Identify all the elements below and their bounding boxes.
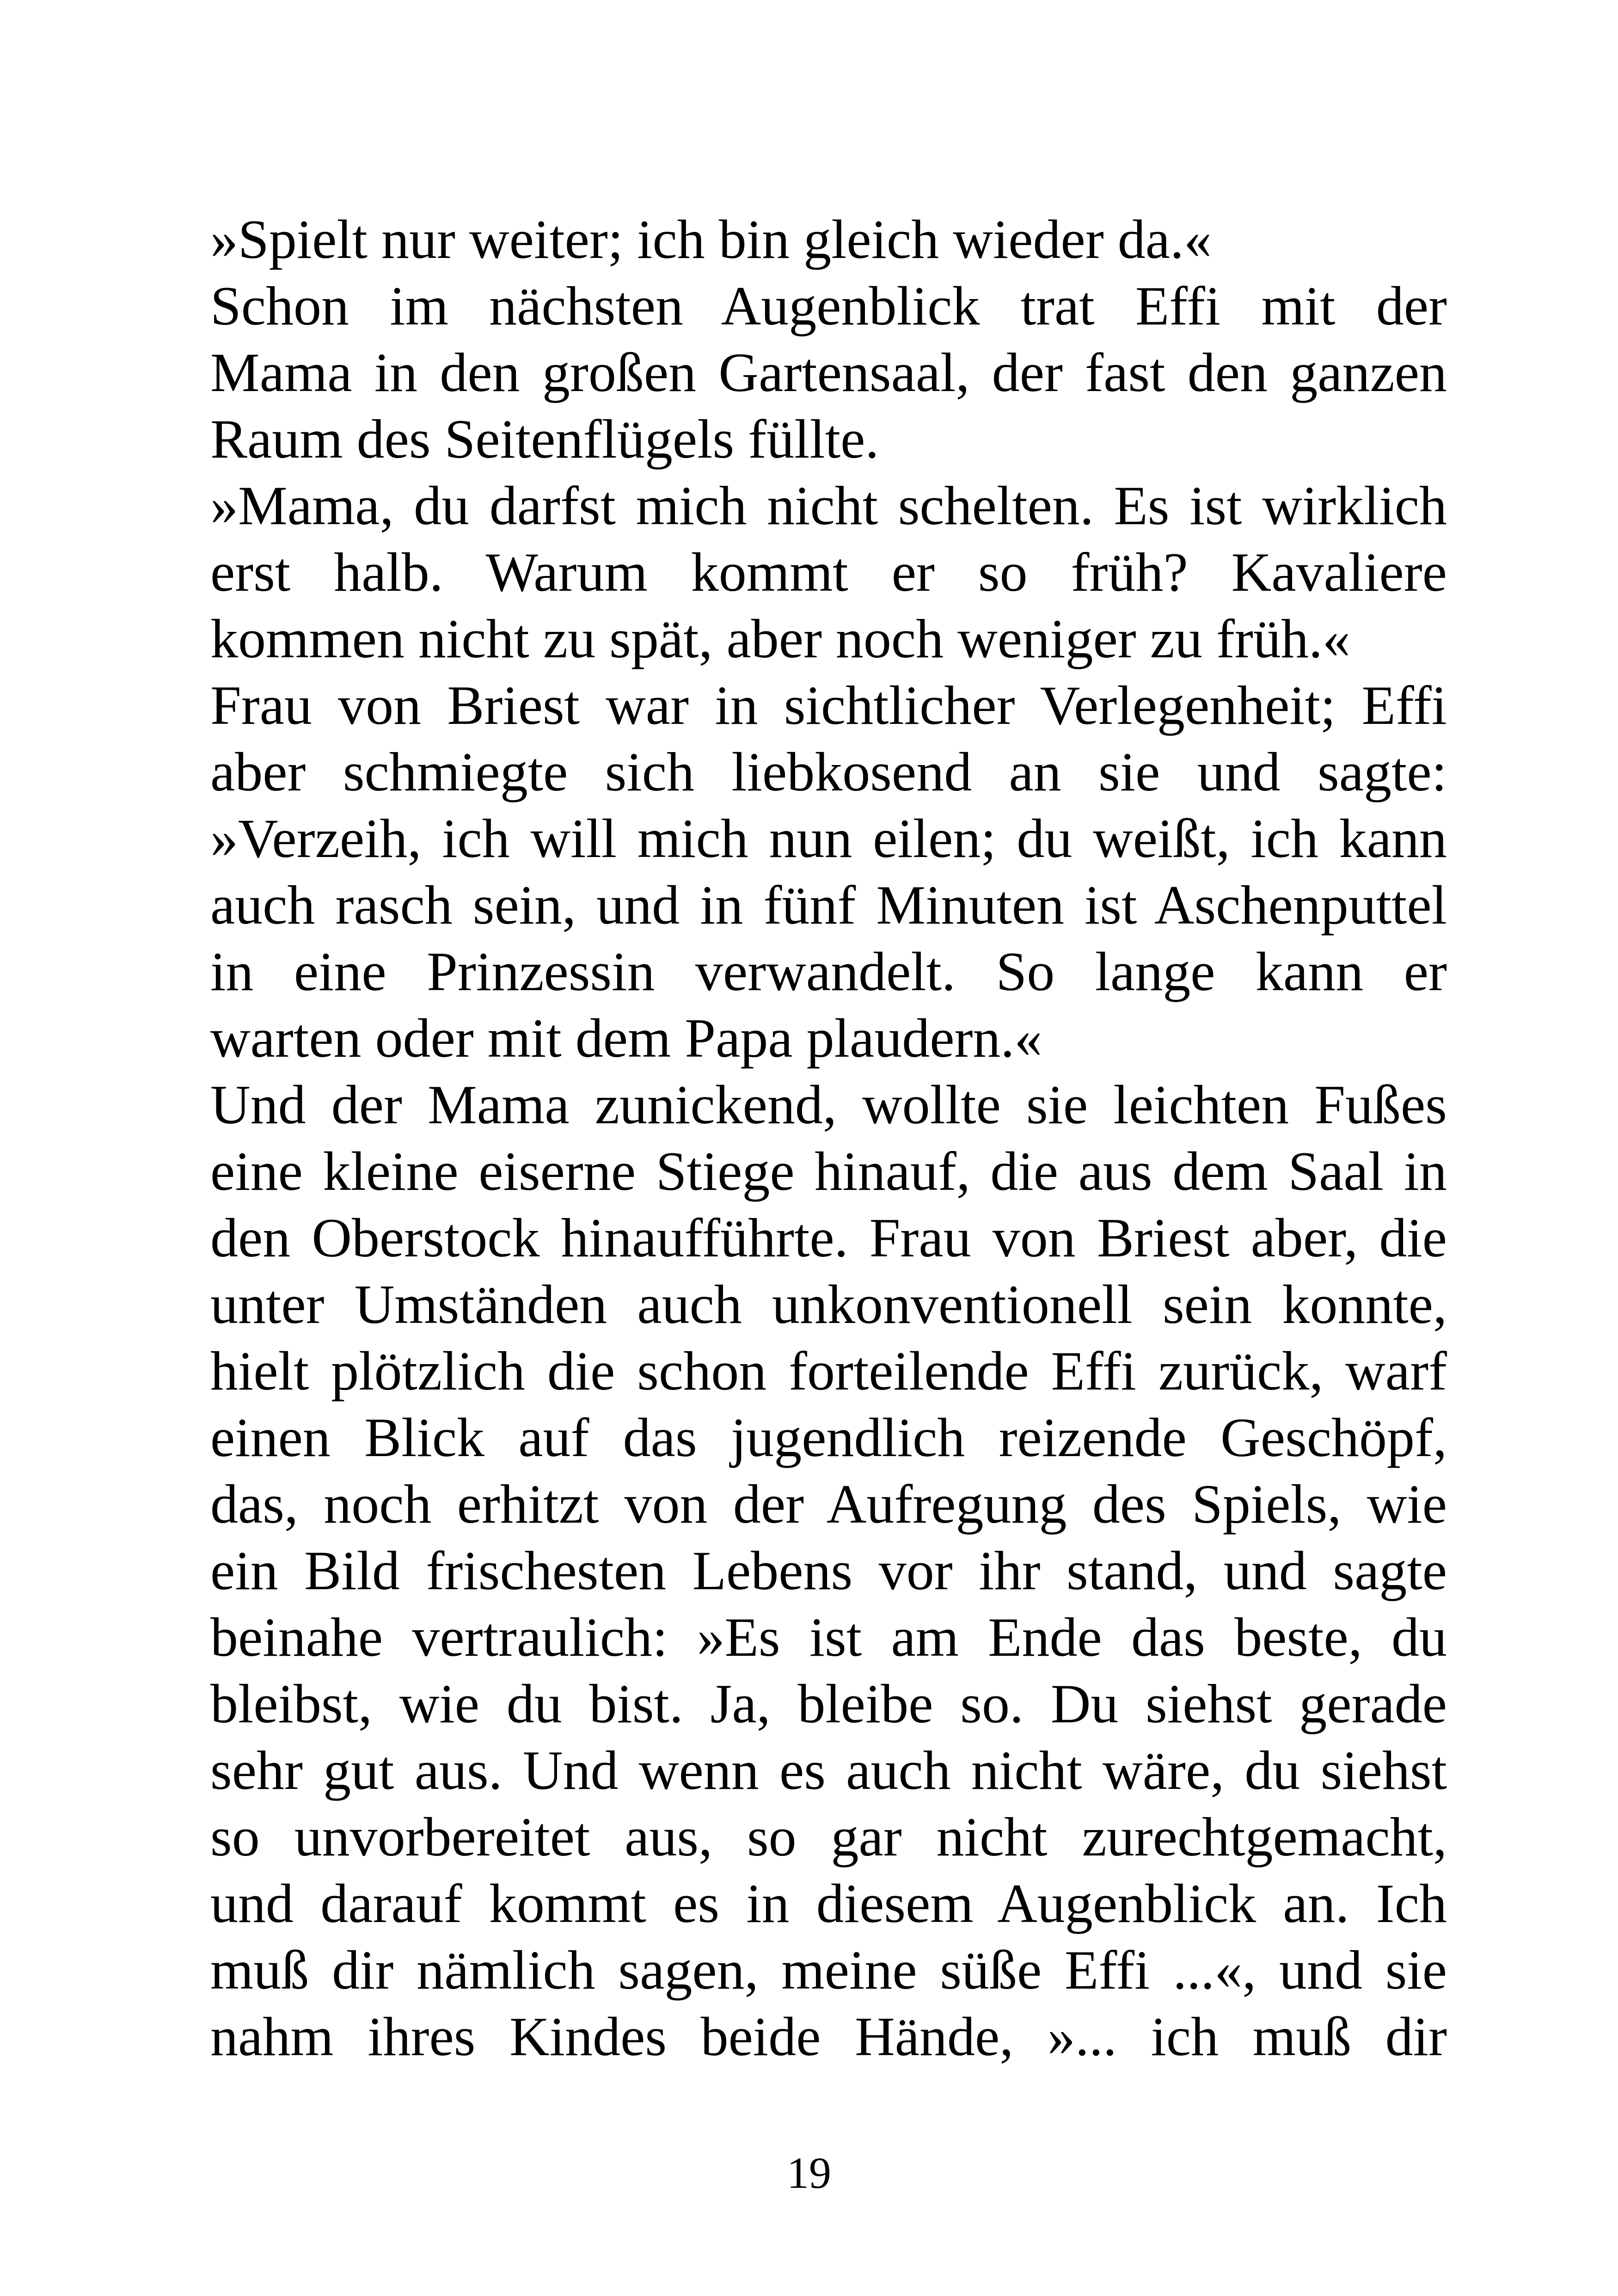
text-line: hielt plötzlich die schon forteilende Effi zurück, warf bbox=[210, 1340, 1447, 1402]
text-line: Raum des Seitenflügels füllte. bbox=[210, 408, 879, 470]
text-line: und darauf kommt es in diesem Augenblick an. Ich bbox=[210, 1873, 1447, 1934]
text-line: Mama in den großen Gartensaal, der fast den ganzen bbox=[210, 342, 1447, 403]
text-line: einen Blick auf das jugendlich reizende Geschöpf, bbox=[210, 1407, 1447, 1468]
text-line: den Oberstock hinaufführte. Frau von Briest aber, die bbox=[210, 1207, 1447, 1268]
text-line: unter Umständen auch unkonventionell sein konnte, bbox=[210, 1274, 1447, 1335]
text-line: Schon im nächsten Augenblick trat Effi mit der bbox=[210, 275, 1447, 337]
paragraph bbox=[210, 1071, 1447, 2070]
text-line: das, noch erhitzt von der Aufregung des Spiels, wie bbox=[210, 1473, 1447, 1535]
text-line: bleibst, wie du bist. Ja, bleibe so. Du siehst gerade bbox=[210, 1673, 1447, 1734]
page-number: 19 bbox=[787, 2148, 831, 2198]
paragraph bbox=[210, 206, 1447, 273]
text-line: auch rasch sein, und in fünf Minuten ist Aschenputtel bbox=[210, 874, 1447, 936]
paragraph bbox=[210, 273, 1447, 472]
paragraph bbox=[210, 472, 1447, 672]
text-line: erst halb. Warum kommt er so früh? Kavaliere bbox=[210, 541, 1447, 603]
text-line: muß dir nämlich sagen, meine süße Effi ...«, und sie bbox=[210, 1939, 1447, 2001]
text-line: »Spielt nur weiter; ich bin gleich wieder da.« bbox=[210, 208, 1212, 270]
text-line: Frau von Briest war in sichtlicher Verlegenheit; Effi bbox=[210, 674, 1447, 736]
text-line: in eine Prinzessin verwandelt. So lange kann er bbox=[210, 941, 1447, 1002]
text-block bbox=[210, 206, 1447, 2070]
text-line: Und der Mama zunickend, wollte sie leichten Fußes bbox=[210, 1074, 1447, 1135]
text-line: »Mama, du darfst mich nicht schelten. Es ist wirklich bbox=[210, 475, 1447, 536]
text-line: »Verzeih, ich will mich nun eilen; du weißt, ich kann bbox=[210, 808, 1447, 869]
text-line: sehr gut aus. Und wenn es auch nicht wäre, du siehst bbox=[210, 1739, 1447, 1801]
text-line: nahm ihres Kindes beide Hände, »... ich muß dir bbox=[210, 2006, 1447, 2067]
text-line: aber schmiegte sich liebkosend an sie und sagte: bbox=[210, 741, 1447, 802]
text-line: so unvorbereitet aus, so gar nicht zurechtgemacht, bbox=[210, 1806, 1447, 1867]
paragraph bbox=[210, 672, 1447, 1071]
text-line: beinahe vertraulich: »Es ist am Ende das beste, du bbox=[210, 1606, 1447, 1668]
text-line: eine kleine eiserne Stiege hinauf, die aus dem Saal in bbox=[210, 1140, 1447, 1202]
text-line: ein Bild frischesten Lebens vor ihr stand, und sagte bbox=[210, 1540, 1447, 1601]
text-line: warten oder mit dem Papa plaudern.« bbox=[210, 1007, 1042, 1069]
text-line: kommen nicht zu spät, aber noch weniger zu früh.« bbox=[210, 608, 1350, 669]
